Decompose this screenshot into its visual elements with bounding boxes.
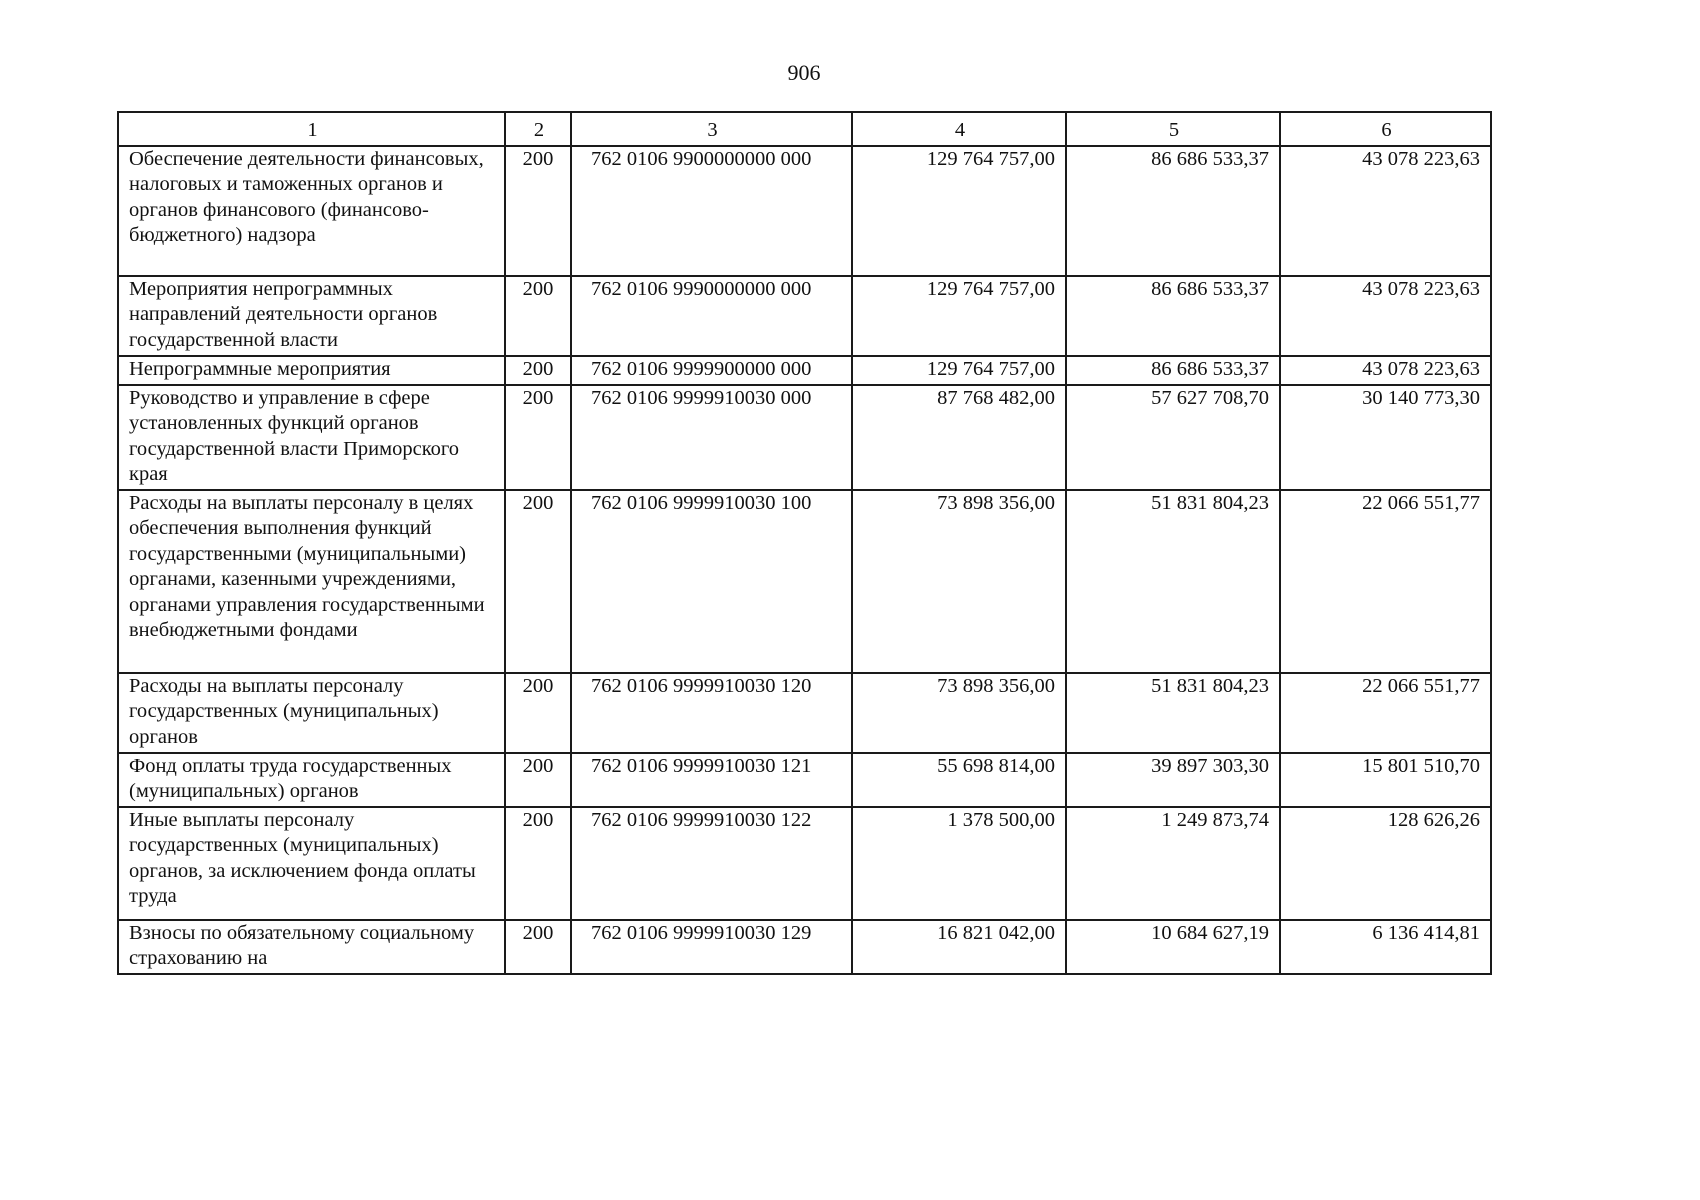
table-row	[118, 385, 1491, 490]
table-row	[118, 356, 1491, 385]
row-name: Расходы на выплаты персоналу государственных (муниципальных) органов	[118, 673, 505, 753]
row-col6: 30 140 773,30	[1280, 385, 1491, 490]
row-col6: 43 078 223,63	[1280, 276, 1491, 356]
row-name: Непрограммные мероприятия	[118, 356, 505, 385]
column-header-6: 6	[1280, 112, 1491, 146]
row-name: Расходы на выплаты персоналу в целях обеспечения выполнения функций государственными (муниципальными) органами, казенными учреждениями, органами управления государственными внебюджетными фондами	[118, 490, 505, 673]
column-header-4: 4	[852, 112, 1066, 146]
row-col4: 1 378 500,00	[852, 807, 1066, 920]
budget-table	[117, 111, 1492, 975]
table-row	[118, 673, 1491, 753]
row-col2: 200	[505, 920, 571, 974]
column-header-5: 5	[1066, 112, 1280, 146]
column-header-3: 3	[571, 112, 852, 146]
row-col5: 51 831 804,23	[1066, 673, 1280, 753]
row-col2: 200	[505, 356, 571, 385]
row-col6: 22 066 551,77	[1280, 490, 1491, 673]
table-row	[118, 146, 1491, 276]
table-row	[118, 753, 1491, 807]
column-header-1: 1	[118, 112, 505, 146]
row-col4: 16 821 042,00	[852, 920, 1066, 974]
row-name: Взносы по обязательному социальному страхованию на	[118, 920, 505, 974]
row-col5: 86 686 533,37	[1066, 146, 1280, 276]
row-col6: 43 078 223,63	[1280, 146, 1491, 276]
row-col2: 200	[505, 385, 571, 490]
row-col6: 43 078 223,63	[1280, 356, 1491, 385]
row-col4: 129 764 757,00	[852, 276, 1066, 356]
row-col2: 200	[505, 276, 571, 356]
row-col4: 55 698 814,00	[852, 753, 1066, 807]
row-code: 762 0106 9999910030 121	[571, 753, 852, 807]
row-col4: 129 764 757,00	[852, 146, 1066, 276]
row-col2: 200	[505, 807, 571, 920]
row-col5: 51 831 804,23	[1066, 490, 1280, 673]
row-name: Иные выплаты персоналу государственных (муниципальных) органов, за исключением фонда оплаты труда	[118, 807, 505, 920]
row-code: 762 0106 9999910030 000	[571, 385, 852, 490]
row-col6: 128 626,26	[1280, 807, 1491, 920]
row-code: 762 0106 9999900000 000	[571, 356, 852, 385]
row-col4: 73 898 356,00	[852, 673, 1066, 753]
row-col2: 200	[505, 753, 571, 807]
row-code: 762 0106 9900000000 000	[571, 146, 852, 276]
row-col2: 200	[505, 490, 571, 673]
row-name: Руководство и управление в сфере установленных функций органов государственной власти Приморского края	[118, 385, 505, 490]
row-col4: 87 768 482,00	[852, 385, 1066, 490]
table-row	[118, 490, 1491, 673]
row-code: 762 0106 9999910030 129	[571, 920, 852, 974]
page-number: 906	[787, 60, 821, 85]
table-row	[118, 276, 1491, 356]
row-col2: 200	[505, 673, 571, 753]
row-name: Фонд оплаты труда государственных (муниципальных) органов	[118, 753, 505, 807]
row-col5: 57 627 708,70	[1066, 385, 1280, 490]
row-col5: 39 897 303,30	[1066, 753, 1280, 807]
row-code: 762 0106 9990000000 000	[571, 276, 852, 356]
column-header-2: 2	[505, 112, 571, 146]
row-col4: 73 898 356,00	[852, 490, 1066, 673]
row-code: 762 0106 9999910030 120	[571, 673, 852, 753]
row-col6: 15 801 510,70	[1280, 753, 1491, 807]
row-col4: 129 764 757,00	[852, 356, 1066, 385]
row-col5: 86 686 533,37	[1066, 356, 1280, 385]
row-name: Обеспечение деятельности финансовых, налоговых и таможенных органов и органов финансового (финансово-бюджетного) надзора	[118, 146, 505, 276]
row-col5: 86 686 533,37	[1066, 276, 1280, 356]
table-row	[118, 807, 1491, 920]
row-col6: 22 066 551,77	[1280, 673, 1491, 753]
row-code: 762 0106 9999910030 122	[571, 807, 852, 920]
row-col2: 200	[505, 146, 571, 276]
row-name: Мероприятия непрограммных направлений деятельности органов государственной власти	[118, 276, 505, 356]
row-col5: 1 249 873,74	[1066, 807, 1280, 920]
row-col5: 10 684 627,19	[1066, 920, 1280, 974]
table-row	[118, 920, 1491, 974]
row-col6: 6 136 414,81	[1280, 920, 1491, 974]
row-code: 762 0106 9999910030 100	[571, 490, 852, 673]
header-row	[118, 112, 1491, 146]
